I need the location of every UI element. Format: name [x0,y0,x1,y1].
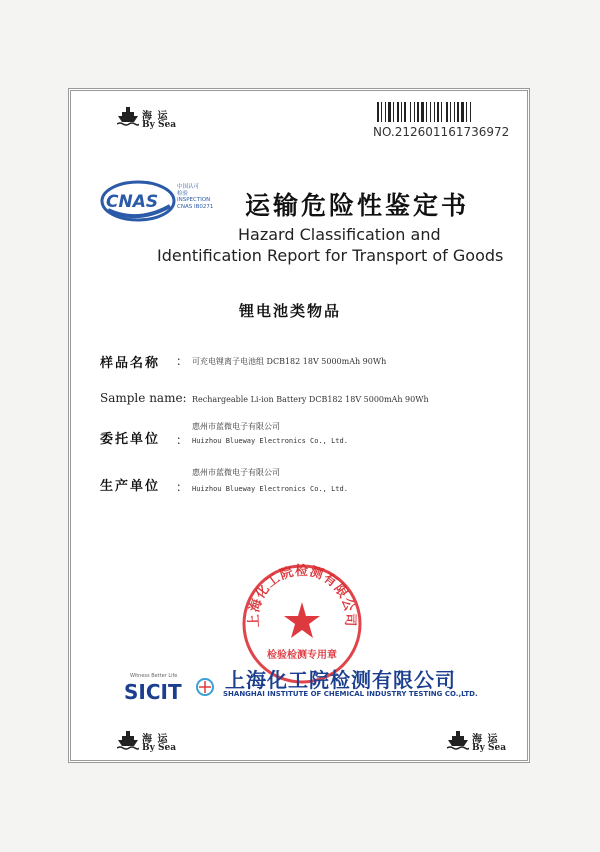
sicit-tagline: Witness Better Life [130,673,178,679]
title-en-line1: Hazard Classification and [238,225,441,244]
ship-icon [117,730,139,750]
cnas-logo [100,180,178,222]
client-value-zh: 惠州市蓝微电子有限公司 [192,422,280,431]
barcode-bar [461,102,464,122]
by-sea-zh-bottom-left: 海 运 [142,734,169,745]
issuer-name-zh: 上海化工院检测有限公司 [225,668,456,692]
barcode-bar [385,102,386,122]
manufacturer-value-en: Huizhou Blueway Electronics Co., Ltd. [192,485,348,493]
barcode-bar [466,102,467,122]
client-value-en: Huizhou Blueway Electronics Co., Ltd. [192,437,348,445]
barcode-bar [470,102,471,122]
sample-name-value-zh: 可充电锂离子电池组 DCB182 18V 5000mAh 90Wh [192,357,387,366]
ship-icon [447,730,469,750]
barcode-bar [381,102,382,122]
barcode-bar [437,102,439,122]
by-sea-en-bottom-left: By Sea [142,743,177,753]
title-en-line2: Identification Report for Transport of Goods [157,246,504,265]
svg-text:检验检测专用章: 检验检测专用章 [267,650,337,661]
barcode [377,102,517,122]
barcode-bar [421,102,424,122]
barcode-bar [393,102,394,122]
svg-text:CNAS: CNAS [106,192,159,212]
by-sea-en-bottom-right: By Sea [472,743,507,753]
sicit-logo [122,674,222,704]
certificate-number: NO.212601161736972 [373,125,510,139]
barcode-bar [454,102,455,122]
by-sea-zh-bottom-right: 海 运 [472,734,499,745]
barcode-bar [446,102,448,122]
barcode-bar [441,102,442,122]
barcode-bar [426,102,427,122]
barcode-bar [450,102,451,122]
cnas-line: 检验 [177,190,189,197]
sample-name-label-zh: 样品名称 [100,356,161,371]
manufacturer-value-zh: 惠州市蓝微电子有限公司 [192,468,280,477]
issuer-name-en: SHANGHAI INSTITUTE OF CHEMICAL INDUSTRY TESTING CO.,LTD. [223,690,478,698]
sample-name-value-en: Rechargeable Li-ion Battery DCB182 18V 5000mAh 90Wh [192,395,429,404]
by-sea-en-top: By Sea [142,120,177,130]
by-sea-zh-top: 海 运 [142,111,169,122]
barcode-bar [414,102,415,122]
barcode-bar [404,102,406,122]
cnas-line: INSPECTION [177,197,211,203]
cnas-line: 中国认可 [177,184,200,190]
colon: ： [176,480,189,494]
svg-text:上海化工院检测有限公司: 上海化工院检测有限公司 [246,563,358,628]
ship-icon [117,106,139,126]
barcode-bar [410,102,411,122]
svg-text:SICIT: SICIT [124,680,182,704]
goods-category: 锂电池类物品 [239,302,342,320]
barcode-bar [401,102,402,122]
barcode-bar [388,102,391,122]
sample-name-label-en: Sample name: [100,391,187,405]
barcode-bar [457,102,459,122]
cnas-accreditation-text [177,184,232,210]
colon: ： [176,433,189,447]
barcode-bar [377,102,379,122]
title-zh: 运输危险性鉴定书 [245,191,470,220]
barcode-bar [430,102,431,122]
client-label: 委托单位 [100,432,161,447]
manufacturer-label: 生产单位 [100,479,161,494]
cnas-line: CNAS IB0271 [177,203,214,210]
colon: ： [176,354,189,368]
barcode-bar [397,102,399,122]
barcode-bar [417,102,419,122]
barcode-bar [434,102,435,122]
